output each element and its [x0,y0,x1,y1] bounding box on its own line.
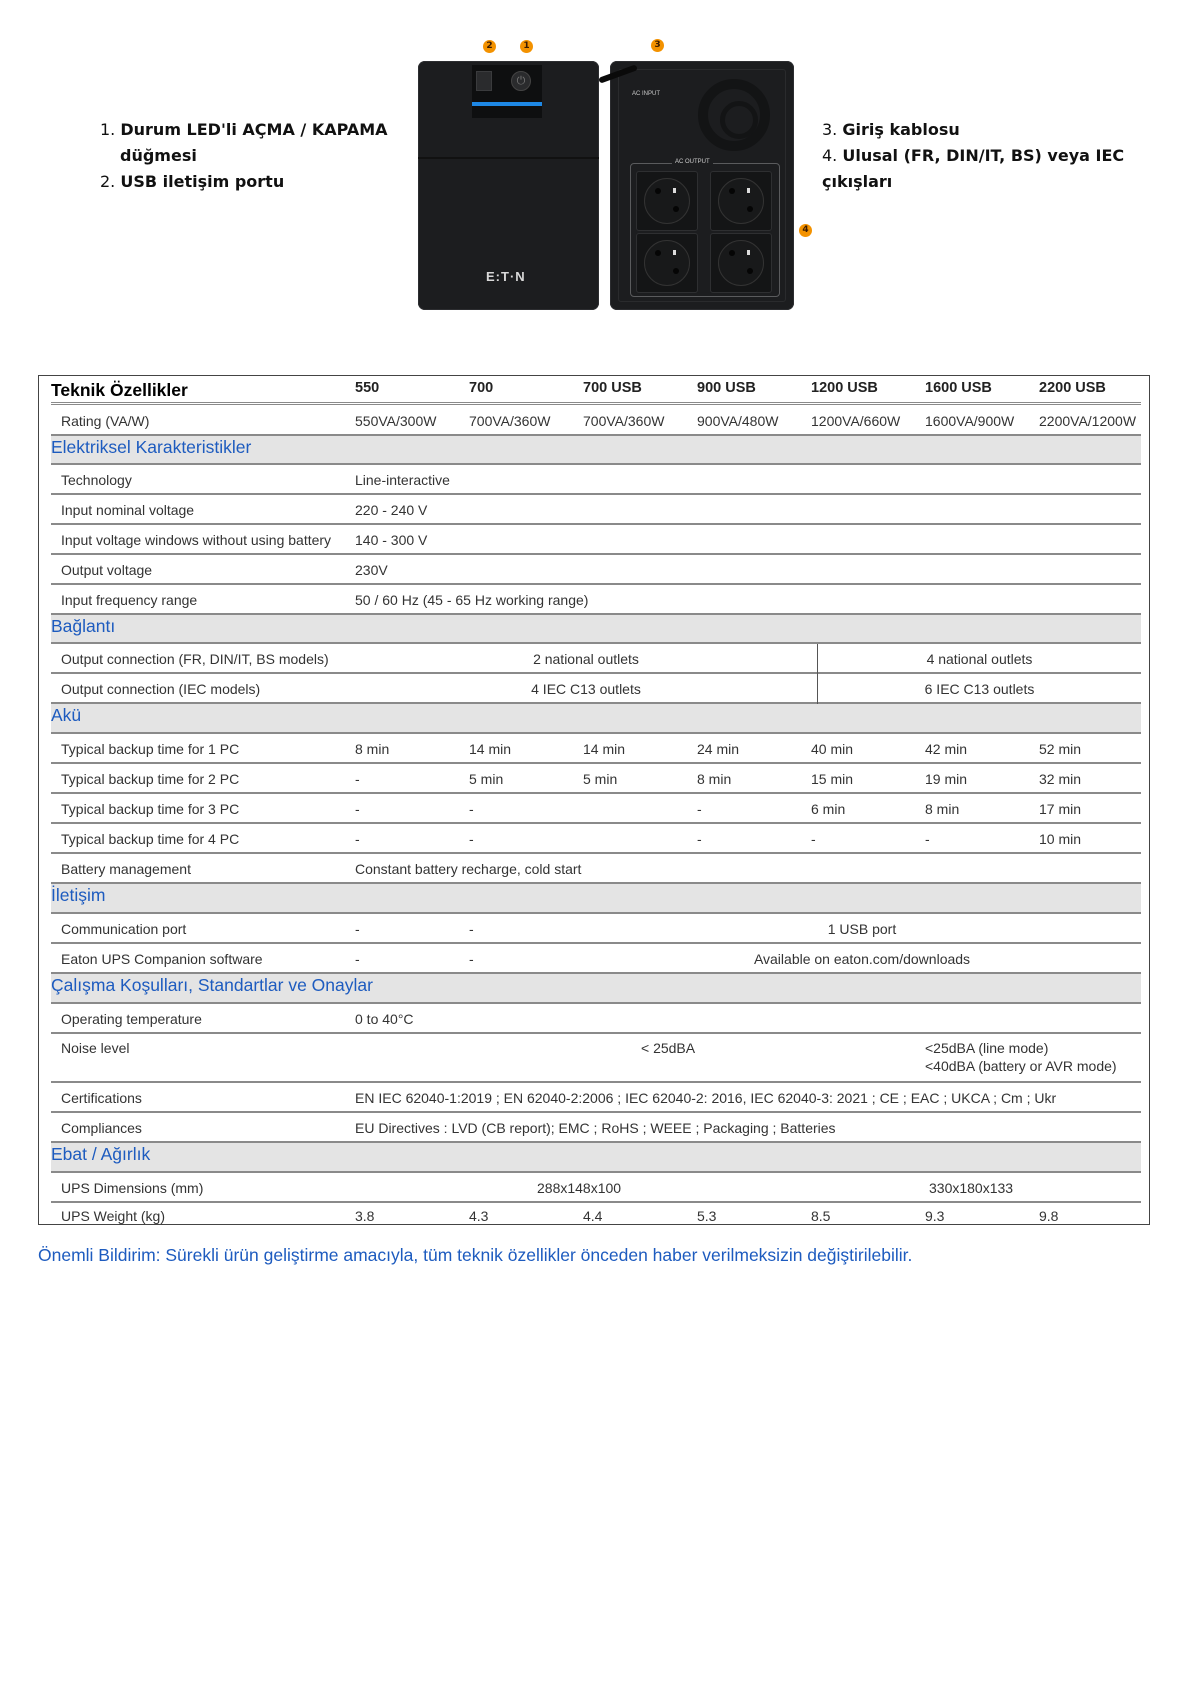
column-header: 1200 USB [811,380,878,396]
socket-icon [710,171,772,231]
column-header: 700 USB [583,380,642,396]
table-row: Output connection (IEC models) 4 IEC C13 outlets 6 IEC C13 outlets [51,674,1141,704]
table-row: Noise level < 25dBA <25dBA (line mode) <40dBA (battery or AVR mode) [51,1034,1141,1083]
section-header-connection: Bağlantı [51,615,1141,644]
table-row: Typical backup time for 4 PC - - - - - 10 min [51,824,1141,854]
ac-input-label: AC INPUT [632,91,661,97]
table-row: UPS Weight (kg) 3.8 4.3 4.4 5.3 8.5 9.3 9.8 [61,1208,1059,1224]
table-row: Communication port - - 1 USB port [51,914,1141,944]
section-header-communication: İletişim [51,884,1141,914]
section-header-electrical: Elektriksel Karakteristikler [51,436,1141,465]
feature-legend-left [100,117,400,195]
column-header: 900 USB [697,380,756,396]
table-row: Output voltage 230V [51,555,1141,585]
legend-item-4: 4. Ulusal (FR, DIN/IT, BS) veya IEC çıkışları [822,146,1125,191]
section-header-conditions: Çalışma Koşulları, Standartlar ve Onaylar [51,974,1141,1004]
table-row: Input nominal voltage 220 - 240 V [51,495,1141,525]
table-row: Certifications EN IEC 62040-1:2019 ; EN 62040-2:2006 ; IEC 62040-2: 2016, IEC 62040-3: 2021 ; CE ; EAC ; UKCA ; Cm ; Ukr [51,1083,1141,1113]
column-header: 550 [355,380,380,396]
section-header-battery: Akü [51,704,1141,734]
table-header-row [51,376,1141,405]
column-header: 700 [469,380,494,396]
table-row: Technology Line-interactive [51,465,1141,495]
table-row: Typical backup time for 2 PC - 5 min 5 min 8 min 15 min 19 min 32 min [51,764,1141,794]
table-row: Input voltage windows without using battery 140 - 300 V [51,525,1141,555]
socket-icon [636,233,698,293]
ups-back-image [610,61,794,310]
table-row: Compliances EU Directives : LVD (CB report); EMC ; RoHS ; WEEE ; Packaging ; Batteries [51,1113,1141,1143]
table-row: Rating (VA/W) 550VA/300W 700VA/360W 700VA/360W 900VA/480W 1200VA/660W 1600VA/900W 2200VA/1200W [51,407,1141,436]
table-row: Eaton UPS Companion software - - Available on eaton.com/downloads [51,944,1141,974]
callout-badge-1: 1 [520,40,533,53]
column-header: 1600 USB [925,380,992,396]
table-title: Teknik Özellikler [51,380,188,400]
socket-icon [710,233,772,293]
legend-item-1: 1. Durum LED'li AÇMA / KAPAMA düğmesi [100,120,388,165]
table-row: Input frequency range 50 / 60 Hz (45 - 65 Hz working range) [51,585,1141,615]
important-notice: Önemli Bildirim: Sürekli ürün geliştirme amacıyla, tüm teknik özellikler önceden haber verilmeksizin değiştirilebilir. [38,1245,913,1265]
table-row: Operating temperature 0 to 40°C [51,1004,1141,1034]
table-row: Typical backup time for 1 PC 8 min 14 min 14 min 24 min 40 min 42 min 52 min [51,734,1141,764]
usb-port-icon [476,71,492,91]
status-led-bar [472,102,542,106]
spec-table [38,375,1150,1225]
section-header-dimensions: Ebat / Ağırlık [51,1143,1141,1173]
callout-badge-2: 2 [483,40,496,53]
eaton-logo: E:T·N [486,269,526,284]
legend-item-3: 3. Giriş kablosu [822,120,960,139]
callout-badge-3: 3 [651,39,664,52]
feature-legend-right [822,117,1142,195]
socket-icon [636,171,698,231]
table-row: Output connection (FR, DIN/IT, BS models) 2 national outlets 4 national outlets [51,644,1141,674]
table-row: Typical backup time for 3 PC - - - 6 min 8 min 17 min [51,794,1141,824]
callout-badge-4: 4 [799,224,812,237]
power-button-icon: ⏻ [511,71,531,91]
ac-output-label: AC OUTPUT [672,159,713,165]
ups-front-image [418,61,599,310]
legend-item-2: 2. USB iletişim portu [100,172,285,191]
column-header: 2200 USB [1039,380,1106,396]
table-row: Battery management Constant battery recharge, cold start [51,854,1141,884]
table-row: UPS Dimensions (mm) 288x148x100 330x180x133 [51,1173,1141,1203]
fan-grille-icon [698,79,770,151]
